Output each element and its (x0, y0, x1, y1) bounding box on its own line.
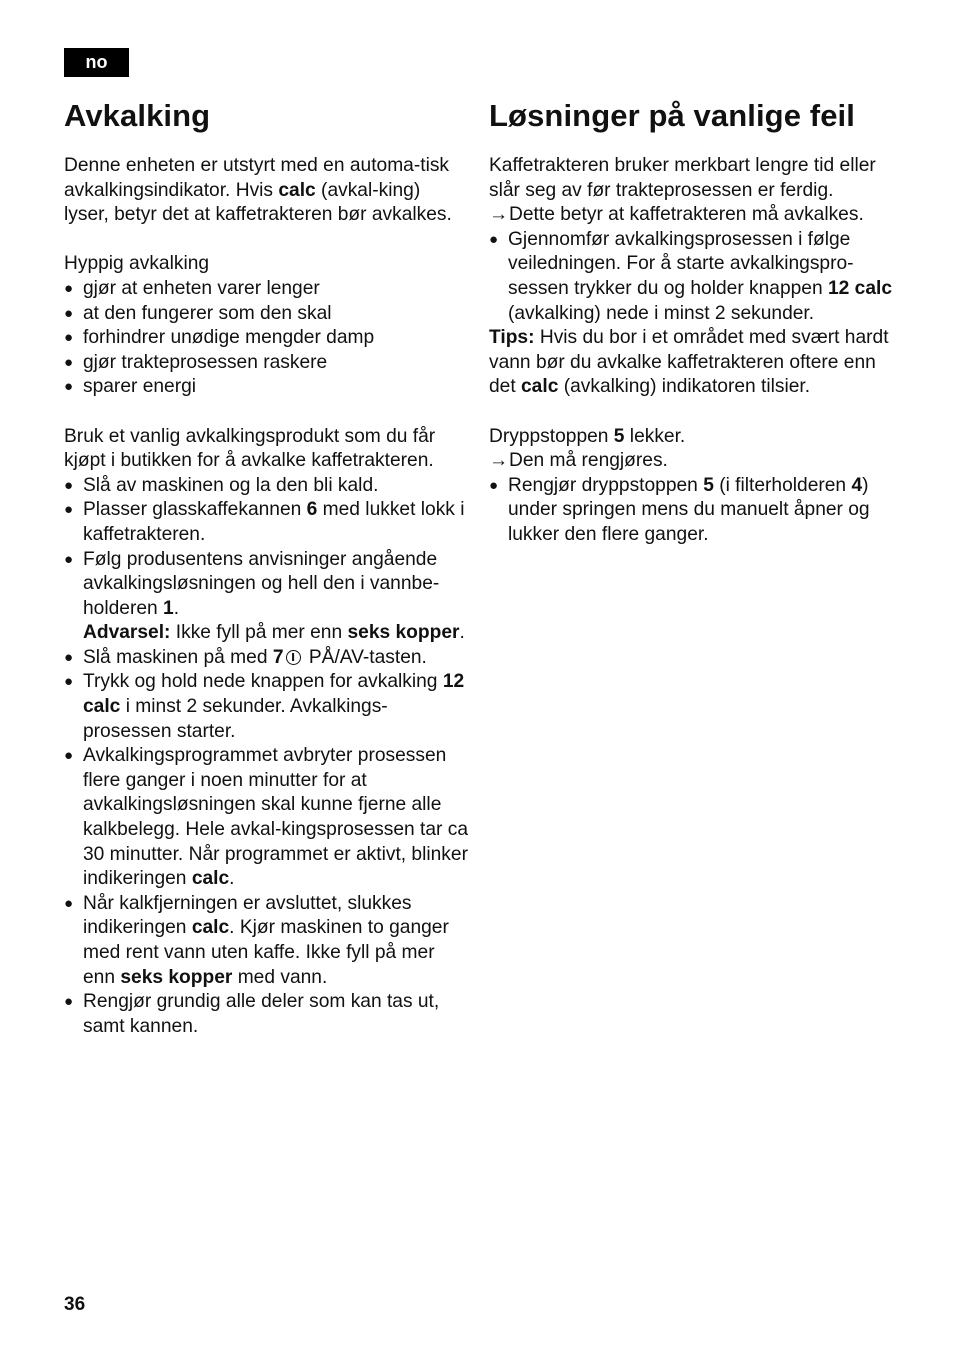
list-item: ● Slå av maskinen og la den bli kald. (64, 474, 469, 499)
list-item: ● gjør at enheten varer lenger (64, 277, 469, 302)
section-title-troubleshooting: Løsninger på vanlige feil (489, 98, 855, 133)
problem-paragraph: Kaffetrakteren bruker merkbart lengre tid eller slår seg av før trakteprosessen er ferdig. (489, 155, 876, 201)
frequent-heading: Hyppig avkalking (64, 253, 210, 275)
list-item: ● at den fungerer som den skal (64, 302, 469, 327)
result-line: → Den må rengjøres. (489, 449, 899, 474)
arrow-icon: → (489, 450, 509, 472)
power-icon (286, 650, 301, 665)
product-paragraph: Bruk et vanlig avkalkingsprodukt som du får kjøpt i butikken for å avkalke kaffetrakteren. (64, 425, 436, 472)
result-line: → Dette betyr at kaffetrakteren må avkalkes. (489, 203, 899, 228)
warning-label: Advarsel: (83, 622, 171, 644)
list-item: ● gjør trakteprosessen raskere (64, 351, 469, 376)
list-item: ● Rengjør grundig alle deler som kan tas ut, samt kannen. (64, 990, 469, 1039)
arrow-icon: → (489, 204, 509, 226)
list-item: ● Følg produsentens anvisninger angående avkalkingsløsningen og hell den i vannbe-holderen 1. Advarsel: Ikke fyll på mer enn seks kopper. (64, 548, 469, 646)
solution-list (489, 474, 899, 548)
benefits-list (64, 277, 469, 400)
section-title-descaling: Avkalking (64, 98, 211, 133)
page-number: 36 (64, 1294, 86, 1315)
right-body (489, 154, 899, 548)
problem-paragraph: Dryppstoppen 5 lekker. (489, 425, 686, 447)
solution-list (489, 228, 899, 326)
left-body (64, 154, 469, 1039)
list-item: ● forhindrer unødige mengder damp (64, 326, 469, 351)
tips-label: Tips: (489, 327, 535, 349)
list-item: ● sparer energi (64, 375, 469, 400)
descaling-steps (64, 474, 469, 1040)
intro-paragraph: Denne enheten er utstyrt med en automa-tisk avkalkingsindikator. Hvis calc (avkal-king) lyser, betyr det at kaffetrakteren bør avkalkes. (64, 155, 452, 226)
right-column (489, 96, 899, 548)
language-tag: no (64, 48, 129, 77)
list-item: ● Trykk og hold nede knappen for avkalking 12 calc i minst 2 sekunder. Avkalkings-prosessen starter. (64, 670, 469, 744)
list-item: ● Plasser glasskaffekannen 6 med lukket lokk i kaffetrakteren. (64, 498, 469, 547)
list-item: ● Gjennomfør avkalkingsprosessen i følge veiledningen. For å starte avkalkingspro-sessen trykker du og holder knappen 12 calc (avkalking) nede i minst 2 sekunder. (489, 228, 899, 326)
list-item: ● Slå maskinen på med 7 PÅ/AV-tasten. (64, 646, 469, 671)
list-item: ● Når kalkfjerningen er avsluttet, slukkes indikeringen calc. Kjør maskinen to ganger med rent vann uten kaffe. Ikke fyll på mer enn seks kopper med vann. (64, 892, 469, 990)
left-column (64, 96, 469, 1039)
list-item: ● Rengjør dryppstoppen 5 (i filterholderen 4) under springen mens du manuelt åpner og lukker den flere ganger. (489, 474, 899, 548)
tips-paragraph: Tips: Hvis du bor i et området med svært hardt vann bør du avkalke kaffetrakteren oftere enn det calc (avkalking) indikatoren tilsier. (489, 327, 889, 398)
list-item: ● Avkalkingsprogrammet avbryter prosessen flere ganger i noen minutter for at avkalkingsløsningen skal kunne fjerne alle kalkbelegg. Hele avkal-kingsprosessen tar ca 30 minutter. Når programmet er aktivt, blinker indikeringen calc. (64, 744, 469, 892)
